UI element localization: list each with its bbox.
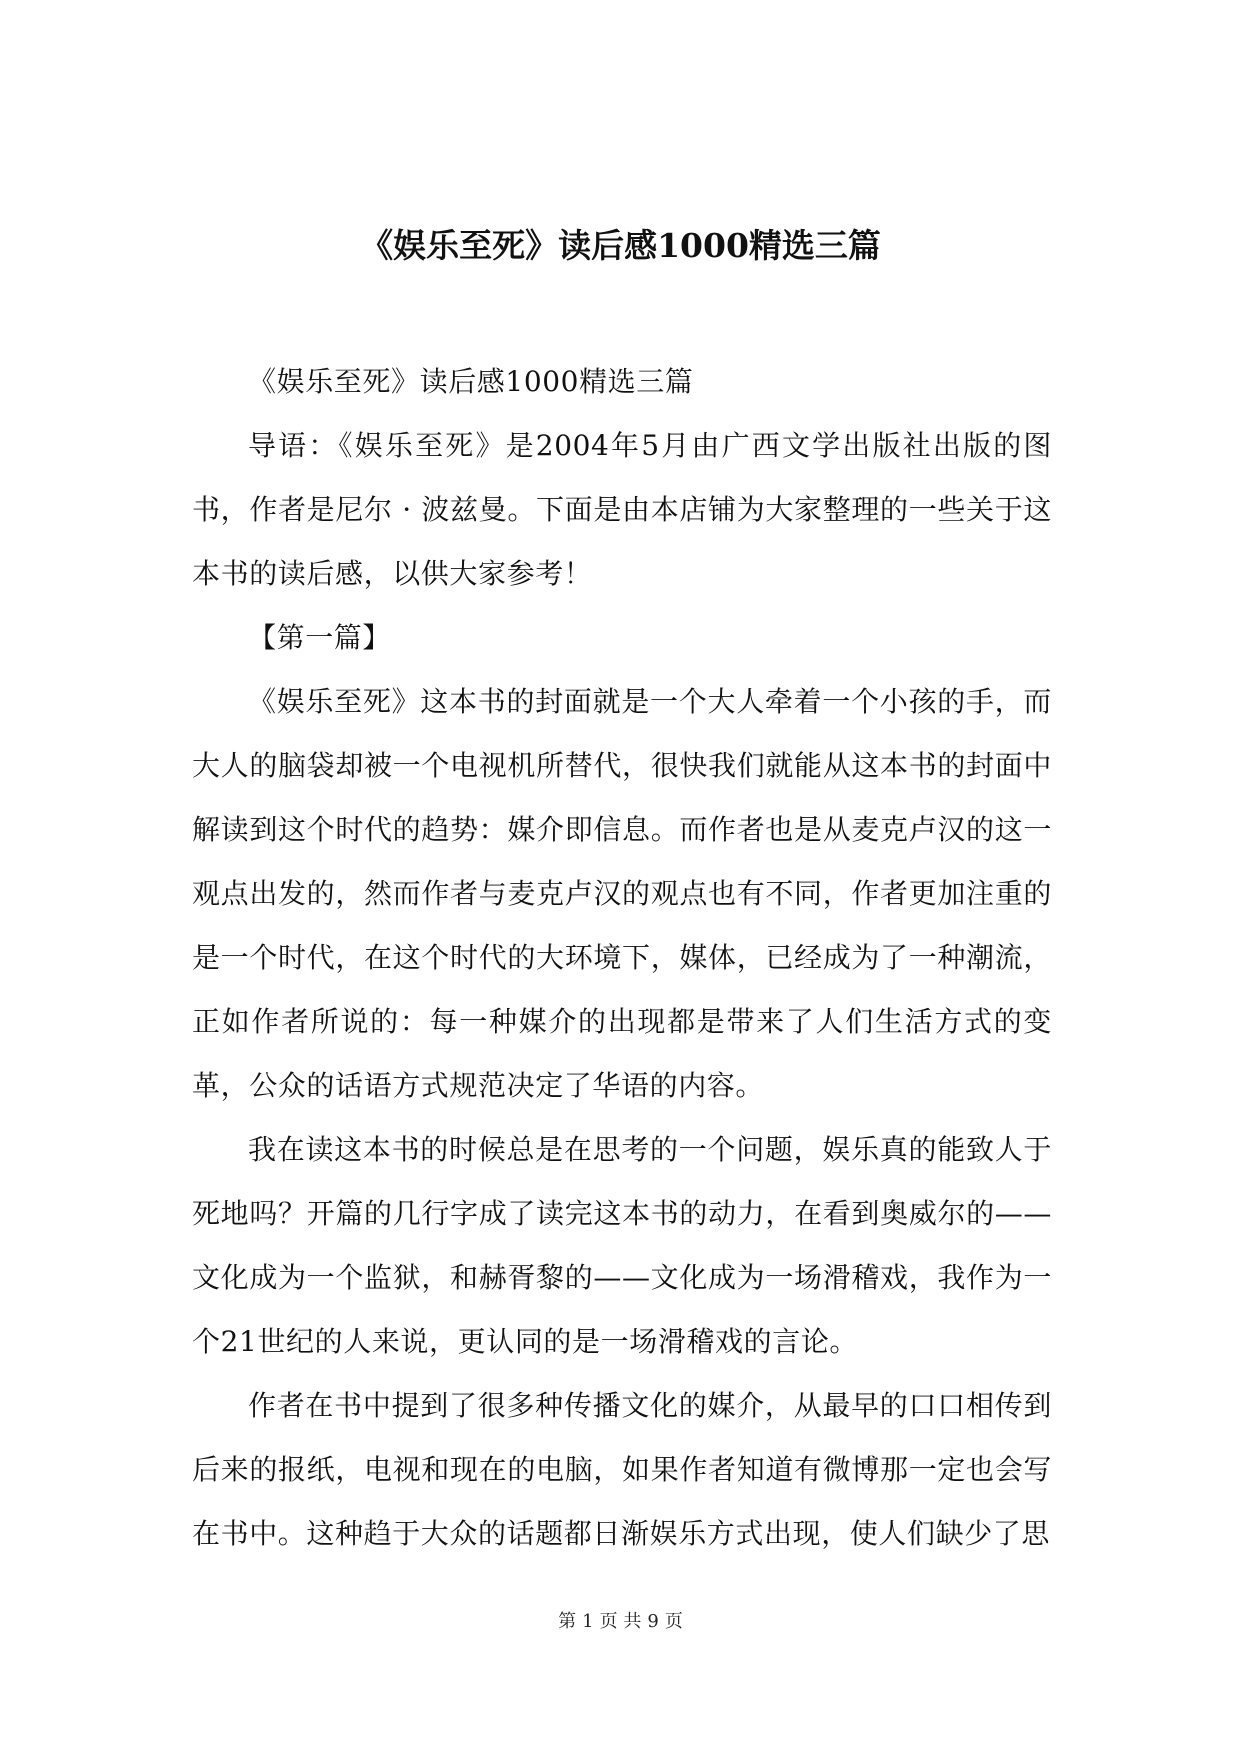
section-heading: 【第一篇】 (248, 621, 392, 654)
total-pages-number: 9 (647, 1611, 659, 1632)
paragraph: 作者在书中提到了很多种传播文化的媒介，从最早的口口相传到后来的报纸，电视和现在的电脑，如果作者知道有微博那一定也会写在书中。这种趋于大众的话题都日渐娱乐方式出现，使人们缺少了思 (192, 1389, 1052, 1550)
paragraph-intro: 导语：《娱乐至死》是2004年5月由广西文学出版社出版的图书，作者是尼尔 · 波兹曼。下面是由本店铺为大家整理的一些关于这本书的读后感，以供大家参考！ (192, 429, 1052, 590)
page-footer (0, 1610, 1241, 1634)
footer-prefix: 第 (558, 1611, 577, 1632)
paragraph-subtitle: 《娱乐至死》读后感1000精选三篇 (248, 365, 694, 398)
current-page-number: 1 (582, 1611, 594, 1632)
footer-middle: 页 共 (599, 1611, 642, 1632)
footer-suffix: 页 (664, 1611, 683, 1632)
paragraph: 《娱乐至死》这本书的封面就是一个大人牵着一个小孩的手，而大人的脑袋却被一个电视机所替代，很快我们就能从这本书的封面中解读到这个时代的趋势：媒介即信息。而作者也是从麦克卢汉的这一观点出发的，然而作者与麦克卢汉的观点也有不同，作者更加注重的是一个时代，在这个时代的大环境下，媒体，已经成为了一种潮流，正如作者所说的：每一种媒介的出现都是带来了人们生活方式的变革，公众的话语方式规范决定了华语的内容。 (192, 685, 1052, 1102)
document-body (192, 350, 1052, 1566)
paragraph: 我在读这本书的时候总是在思考的一个问题，娱乐真的能致人于死地吗？开篇的几行字成了读完这本书的动力，在看到奥威尔的——文化成为一个监狱，和赫胥黎的——文化成为一场滑稽戏，我作为一个21世纪的人来说，更认同的是一场滑稽戏的言论。 (192, 1133, 1052, 1358)
document-title: 《娱乐至死》读后感1000精选三篇 (360, 226, 881, 265)
